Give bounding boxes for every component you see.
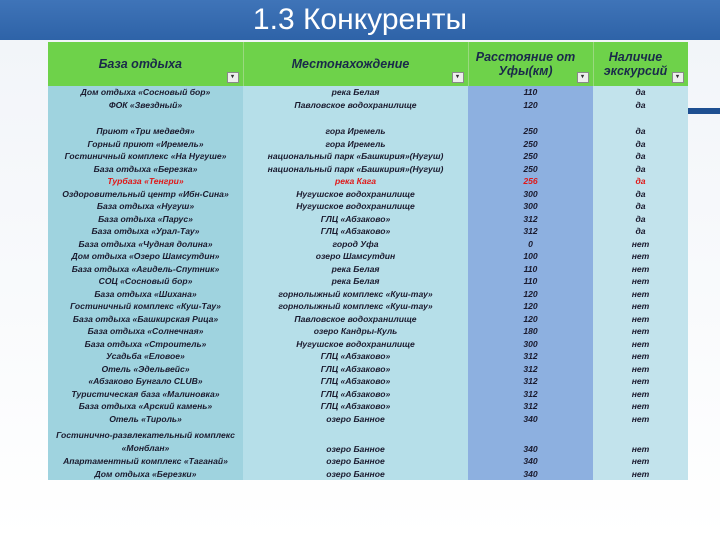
header-distance <box>468 42 593 86</box>
cell-distance: 120 <box>468 288 593 301</box>
cell-excursions: нет <box>593 250 688 263</box>
cell-location: ГЛЦ «Абзаково» <box>243 350 468 363</box>
cell-name: Оздоровительный центр «Ибн-Сина» <box>48 188 243 201</box>
cell-distance: 120 <box>468 300 593 313</box>
header-location <box>243 42 468 86</box>
competitors-table-container <box>48 42 688 540</box>
cell-excursions: нет <box>593 288 688 301</box>
table-row <box>48 200 688 213</box>
cell-excursions: нет <box>593 338 688 351</box>
cell-location: озеро Банное <box>243 455 468 468</box>
table-row <box>48 325 688 338</box>
cell-location: ГЛЦ «Абзаково» <box>243 400 468 413</box>
cell-name: Гостиничный комплекс «Куш-Тау» <box>48 300 243 313</box>
header-name <box>48 42 243 86</box>
cell-excursions: нет <box>593 468 688 481</box>
table-row <box>48 111 688 125</box>
cell-location: ГЛЦ «Абзаково» <box>243 225 468 238</box>
slide-title: 1.3 Конкуренты <box>252 3 468 36</box>
cell-excursions: нет <box>593 275 688 288</box>
cell-location: гора Иремель <box>243 125 468 138</box>
cell-location: Нугушское водохранилище <box>243 200 468 213</box>
cell-distance: 100 <box>468 250 593 263</box>
cell-excursions: нет <box>593 325 688 338</box>
table-row <box>48 225 688 238</box>
cell-excursions: да <box>593 200 688 213</box>
cell-distance: 312 <box>468 225 593 238</box>
cell-distance: 312 <box>468 363 593 376</box>
cell-excursions: да <box>593 163 688 176</box>
table-row <box>48 288 688 301</box>
cell-name: База отдыха «Агидель-Спутник» <box>48 263 243 276</box>
header-name-label: База отдыха <box>98 57 182 71</box>
cell-excursions: нет <box>593 238 688 251</box>
cell-location: горнолыжный комплекс «Куш-тау» <box>243 288 468 301</box>
cell-distance: 340 <box>468 468 593 481</box>
cell-distance: 180 <box>468 325 593 338</box>
header-excursions <box>593 42 688 86</box>
cell-location: национальный парк «Башкирия»(Нугуш) <box>243 150 468 163</box>
cell-distance: 110 <box>468 86 593 99</box>
cell-name: База отдыха «Нугуш» <box>48 200 243 213</box>
filter-dropdown-icon[interactable]: ▾ <box>672 72 684 83</box>
table-row <box>48 86 688 99</box>
cell-excursions <box>593 111 688 125</box>
cell-location: гора Иремель <box>243 138 468 151</box>
cell-name: База отдыха «Солнечная» <box>48 325 243 338</box>
table-row <box>48 455 688 468</box>
table-row <box>48 175 688 188</box>
table-header-row <box>48 42 688 86</box>
cell-name: Турбаза «Тенгри» <box>48 175 243 188</box>
table-row <box>48 238 688 251</box>
cell-location: ГЛЦ «Абзаково» <box>243 388 468 401</box>
cell-excursions: да <box>593 125 688 138</box>
filter-dropdown-icon[interactable]: ▾ <box>577 72 589 83</box>
cell-name: Дом отдыха «Сосновый бор» <box>48 86 243 99</box>
cell-location: национальный парк «Башкирия»(Нугуш) <box>243 163 468 176</box>
cell-name: Дом отдыха «Березки» <box>48 468 243 481</box>
cell-excursions: да <box>593 150 688 163</box>
table-row <box>48 250 688 263</box>
cell-location: река Белая <box>243 275 468 288</box>
cell-name: Гостинично-развлекательный комплекс «Монблан» <box>48 425 243 455</box>
cell-location: озеро Шамсутдин <box>243 250 468 263</box>
cell-distance: 312 <box>468 350 593 363</box>
table-row <box>48 468 688 481</box>
cell-distance: 300 <box>468 188 593 201</box>
cell-distance: 250 <box>468 125 593 138</box>
cell-excursions: нет <box>593 313 688 326</box>
cell-excursions: нет <box>593 455 688 468</box>
table-row <box>48 188 688 201</box>
cell-name: База отдыха «Чудная долина» <box>48 238 243 251</box>
cell-location: горнолыжный комплекс «Куш-тау» <box>243 300 468 313</box>
table-row <box>48 350 688 363</box>
table-row <box>48 300 688 313</box>
cell-excursions: да <box>593 213 688 226</box>
cell-name: ФОК «Звездный» <box>48 99 243 112</box>
header-excursions-label: Наличие экскурсий <box>603 50 668 78</box>
table-row <box>48 263 688 276</box>
cell-distance: 340 <box>468 413 593 426</box>
cell-distance: 250 <box>468 150 593 163</box>
cell-excursions: да <box>593 99 688 112</box>
cell-location: озеро Банное <box>243 425 468 455</box>
cell-name: Отель «Эдельвейс» <box>48 363 243 376</box>
table-row <box>48 313 688 326</box>
cell-name: База отдыха «Березка» <box>48 163 243 176</box>
cell-name: Усадьба «Еловое» <box>48 350 243 363</box>
cell-distance: 312 <box>468 375 593 388</box>
competitors-table <box>48 42 688 480</box>
cell-name: База отдыха «Парус» <box>48 213 243 226</box>
cell-excursions: нет <box>593 350 688 363</box>
cell-excursions: да <box>593 86 688 99</box>
cell-location: река Белая <box>243 263 468 276</box>
cell-distance: 120 <box>468 99 593 112</box>
cell-distance: 300 <box>468 200 593 213</box>
cell-excursions: нет <box>593 375 688 388</box>
cell-name: СОЦ «Сосновый бор» <box>48 275 243 288</box>
cell-name: Отель «Тироль» <box>48 413 243 426</box>
table-row <box>48 163 688 176</box>
accent-bar <box>688 108 720 114</box>
cell-name <box>48 111 243 125</box>
filter-dropdown-icon[interactable]: ▾ <box>452 72 464 83</box>
cell-name: База отдыха «Строитель» <box>48 338 243 351</box>
cell-location: озеро Банное <box>243 468 468 481</box>
cell-excursions: нет <box>593 425 688 455</box>
cell-location: река Белая <box>243 86 468 99</box>
cell-excursions: нет <box>593 263 688 276</box>
cell-name: Дом отдыха «Озеро Шамсутдин» <box>48 250 243 263</box>
cell-location: река Кага <box>243 175 468 188</box>
cell-excursions: нет <box>593 300 688 313</box>
cell-location: ГЛЦ «Абзаково» <box>243 213 468 226</box>
cell-location: озеро Банное <box>243 413 468 426</box>
cell-name: База отдыха «Арский камень» <box>48 400 243 413</box>
cell-location <box>243 111 468 125</box>
cell-distance: 110 <box>468 275 593 288</box>
cell-distance: 340 <box>468 425 593 455</box>
cell-distance: 256 <box>468 175 593 188</box>
table-row <box>48 99 688 112</box>
cell-location: Павловское водохранилище <box>243 313 468 326</box>
table-row <box>48 150 688 163</box>
table-row <box>48 400 688 413</box>
cell-location: Павловское водохранилище <box>243 99 468 112</box>
cell-distance: 250 <box>468 163 593 176</box>
table-row <box>48 213 688 226</box>
cell-distance: 250 <box>468 138 593 151</box>
cell-excursions: да <box>593 175 688 188</box>
cell-distance: 312 <box>468 213 593 226</box>
table-row <box>48 125 688 138</box>
cell-excursions: да <box>593 188 688 201</box>
cell-distance: 312 <box>468 400 593 413</box>
cell-name: Апартаментный комплекс «Таганай» <box>48 455 243 468</box>
table-row <box>48 425 688 455</box>
cell-excursions: да <box>593 225 688 238</box>
cell-excursions: нет <box>593 363 688 376</box>
cell-location: озеро Кандры-Куль <box>243 325 468 338</box>
cell-location: ГЛЦ «Абзаково» <box>243 363 468 376</box>
cell-excursions: нет <box>593 388 688 401</box>
cell-location: Нугушское водохранилище <box>243 338 468 351</box>
table-row <box>48 338 688 351</box>
cell-distance <box>468 111 593 125</box>
table-row <box>48 375 688 388</box>
cell-distance: 0 <box>468 238 593 251</box>
cell-name: База отдыха «Шихана» <box>48 288 243 301</box>
table-body <box>48 86 688 480</box>
cell-name: База отдыха «Урал-Тау» <box>48 225 243 238</box>
header-distance-label: Расстояние от Уфы(км) <box>475 50 576 78</box>
table-row <box>48 388 688 401</box>
cell-location: город Уфа <box>243 238 468 251</box>
table-row <box>48 363 688 376</box>
table-row <box>48 138 688 151</box>
cell-name: «Абзаково Бунгало CLUB» <box>48 375 243 388</box>
cell-distance: 110 <box>468 263 593 276</box>
cell-name: База отдыха «Башкирская Рица» <box>48 313 243 326</box>
header-location-label: Местонахождение <box>291 57 410 71</box>
cell-location: ГЛЦ «Абзаково» <box>243 375 468 388</box>
cell-distance: 300 <box>468 338 593 351</box>
cell-distance: 120 <box>468 313 593 326</box>
cell-excursions: нет <box>593 400 688 413</box>
cell-distance: 312 <box>468 388 593 401</box>
filter-dropdown-icon[interactable]: ▾ <box>227 72 239 83</box>
cell-name: Приют «Три медведя» <box>48 125 243 138</box>
cell-location: Нугушское водохранилище <box>243 188 468 201</box>
cell-name: Гостиничный комплекс «На Нугуше» <box>48 150 243 163</box>
table-row <box>48 275 688 288</box>
cell-excursions: нет <box>593 413 688 426</box>
cell-name: Горный приют «Иремель» <box>48 138 243 151</box>
cell-name: Туристическая база «Малиновка» <box>48 388 243 401</box>
table-row <box>48 413 688 426</box>
cell-distance: 340 <box>468 455 593 468</box>
cell-excursions: да <box>593 138 688 151</box>
